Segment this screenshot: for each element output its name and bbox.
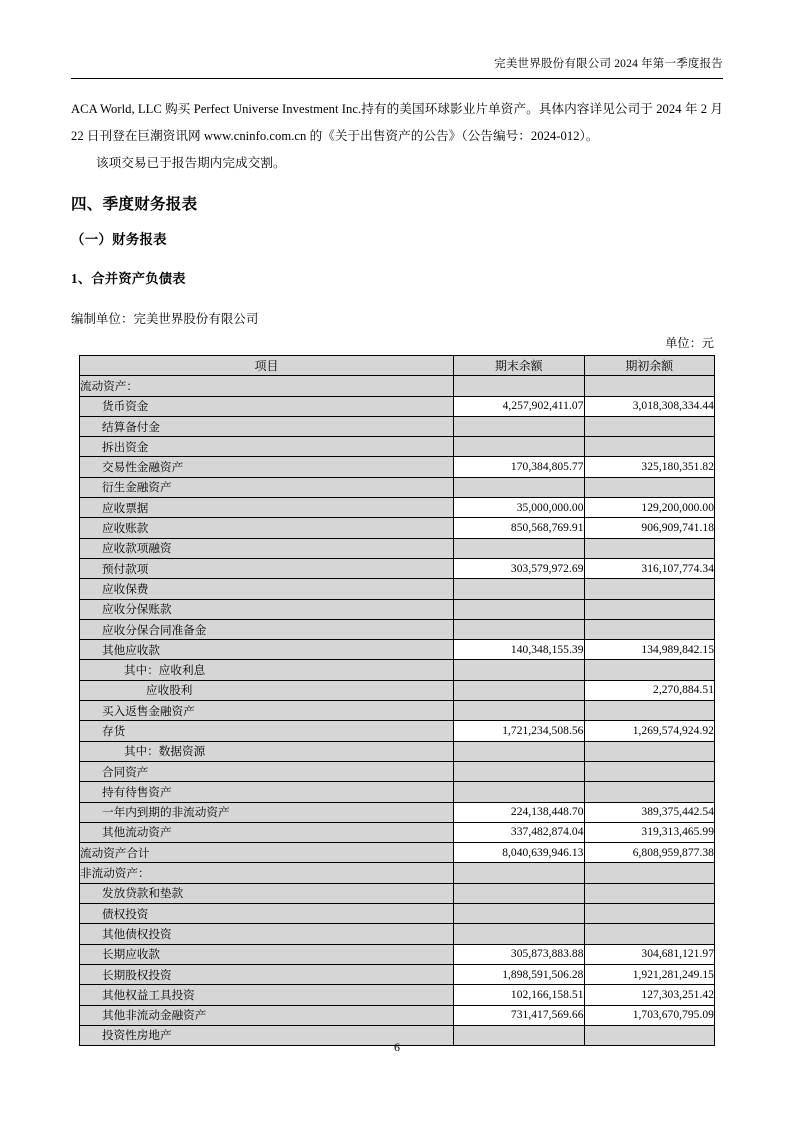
row-label: 长期股权投资 [80,964,454,984]
balance-sheet-table [79,355,715,1046]
cell-ending-balance [454,761,585,781]
row-label: 非流动资产： [80,863,454,883]
cell-ending-balance [454,782,585,802]
row-label: 衍生金融资产 [80,477,454,497]
cell-beginning-balance: 316,107,774.34 [584,558,715,578]
cell-beginning-balance [584,904,715,924]
row-label: 应收账款 [80,518,454,538]
table-row [80,619,715,639]
table-row [80,944,715,964]
cell-ending-balance: 1,721,234,508.56 [454,721,585,741]
cell-ending-balance [454,579,585,599]
cell-beginning-balance: 389,375,442.54 [584,802,715,822]
cell-beginning-balance [584,660,715,680]
cell-ending-balance: 102,166,158.51 [454,985,585,1005]
row-label: 买入返售金融资产 [80,701,454,721]
cell-beginning-balance: 129,200,000.00 [584,498,715,518]
cell-ending-balance [454,538,585,558]
row-label: 拆出资金 [80,437,454,457]
row-label: 流动资产： [80,376,454,396]
row-label: 债权投资 [80,904,454,924]
table-row [80,599,715,619]
table-row [80,396,715,416]
cell-ending-balance: 140,348,155.39 [454,640,585,660]
cell-beginning-balance [584,924,715,944]
cell-ending-balance: 305,873,883.88 [454,944,585,964]
row-label: 合同资产 [80,761,454,781]
cell-ending-balance [454,924,585,944]
row-label: 其中：应收利息 [80,660,454,680]
cell-ending-balance: 35,000,000.00 [454,498,585,518]
row-label: 应收分保账款 [80,599,454,619]
cell-ending-balance [454,477,585,497]
table-row [80,822,715,842]
cell-ending-balance: 850,568,769.91 [454,518,585,538]
cell-beginning-balance [584,477,715,497]
row-label: 其他债权投资 [80,924,454,944]
table-row [80,883,715,903]
cell-beginning-balance: 127,303,251.42 [584,985,715,1005]
table-row [80,721,715,741]
cell-beginning-balance: 304,681,121.97 [584,944,715,964]
row-label: 预付款项 [80,558,454,578]
table-row [80,416,715,436]
cell-beginning-balance [584,599,715,619]
heading-quarterly-financial-statements: 四、季度财务报表 [71,196,198,213]
row-label: 持有待售资产 [80,782,454,802]
paragraph-asset-purchase: ACA World, LLC 购买 Perfect Universe Investment Inc.持有的美国环球影业片单资产。具体内容详见公司于 2024 年 2 月 22 日刊登在巨潮资讯网 www.cninfo.com.cn 的《关于出售资产的公告》（公告编号：2024-012）。 [71,102,723,143]
cell-ending-balance: 337,482,874.04 [454,822,585,842]
cell-ending-balance [454,660,585,680]
table-row [80,924,715,944]
cell-beginning-balance [584,538,715,558]
cell-beginning-balance [584,619,715,639]
heading-financial-statements: （一）财务报表 [71,232,167,247]
cell-ending-balance [454,741,585,761]
cell-beginning-balance [584,437,715,457]
cell-ending-balance [454,599,585,619]
row-label: 一年内到期的非流动资产 [80,802,454,822]
cell-beginning-balance: 134,989,842.15 [584,640,715,660]
row-label: 其他权益工具投资 [80,985,454,1005]
table-row [80,538,715,558]
table-row [80,863,715,883]
cell-beginning-balance [584,701,715,721]
page-number: 6 [394,1040,400,1054]
row-label: 应收保费 [80,579,454,599]
table-row [80,1005,715,1025]
table-row [80,904,715,924]
cell-beginning-balance: 1,921,281,249.15 [584,964,715,984]
table-row [80,518,715,538]
cell-ending-balance: 4,257,902,411.07 [454,396,585,416]
table-row [80,802,715,822]
row-label: 货币资金 [80,396,454,416]
table-row [80,558,715,578]
column-header-beginning-balance: 期初余额 [584,356,715,376]
cell-beginning-balance: 3,018,308,334.44 [584,396,715,416]
header-rule [71,78,723,79]
table-header-row [80,356,715,376]
cell-ending-balance: 731,417,569.66 [454,1005,585,1025]
table-row [80,477,715,497]
row-label: 其他非流动金融资产 [80,1005,454,1025]
cell-ending-balance [454,416,585,436]
table-row [80,660,715,680]
row-label: 存货 [80,721,454,741]
row-label: 其中：数据资源 [80,741,454,761]
table-row [80,964,715,984]
balance-sheet-table-body [80,376,715,1046]
table-row [80,579,715,599]
cell-beginning-balance: 1,269,574,924.92 [584,721,715,741]
cell-beginning-balance [584,761,715,781]
cell-beginning-balance: 6,808,959,877.38 [584,843,715,863]
cell-beginning-balance [584,883,715,903]
table-row [80,640,715,660]
row-label: 应收票据 [80,498,454,518]
cell-ending-balance [454,619,585,639]
cell-beginning-balance: 319,313,465.99 [584,822,715,842]
row-label: 应收股利 [80,680,454,700]
row-label: 长期应收款 [80,944,454,964]
paragraph-transaction-completed: 该项交易已于报告期内完成交割。 [96,156,286,170]
cell-ending-balance: 170,384,805.77 [454,457,585,477]
table-row [80,680,715,700]
cell-beginning-balance [584,416,715,436]
row-label: 发放贷款和垫款 [80,883,454,903]
cell-ending-balance [454,904,585,924]
cell-ending-balance: 303,579,972.69 [454,558,585,578]
balance-sheet-table-wrapper [79,355,714,1046]
cell-beginning-balance [584,376,715,396]
cell-beginning-balance: 2,270,884.51 [584,680,715,700]
cell-ending-balance: 8,040,639,946.13 [454,843,585,863]
cell-ending-balance [454,680,585,700]
running-header: 完美世界股份有限公司 2024 年第一季度报告 [494,58,723,70]
cell-ending-balance [454,863,585,883]
row-label: 交易性金融资产 [80,457,454,477]
currency-unit-note: 单位：元 [665,336,714,350]
cell-beginning-balance: 325,180,351.82 [584,457,715,477]
cell-beginning-balance: 1,703,670,795.09 [584,1005,715,1025]
table-row [80,498,715,518]
row-label: 其他流动资产 [80,822,454,842]
cell-ending-balance: 224,138,448.70 [454,802,585,822]
table-row [80,985,715,1005]
row-label: 应收分保合同准备金 [80,619,454,639]
cell-ending-balance [454,376,585,396]
cell-beginning-balance [584,579,715,599]
cell-beginning-balance: 906,909,741.18 [584,518,715,538]
column-header-ending-balance: 期末余额 [454,356,585,376]
table-row [80,761,715,781]
cell-beginning-balance [584,741,715,761]
column-header-item: 项目 [80,356,454,376]
table-row [80,457,715,477]
cell-ending-balance [454,883,585,903]
cell-ending-balance: 1,898,591,506.28 [454,964,585,984]
table-row [80,741,715,761]
cell-ending-balance [454,437,585,457]
table-row [80,782,715,802]
table-row [80,437,715,457]
row-label: 结算备付金 [80,416,454,436]
row-label: 流动资产合计 [80,843,454,863]
table-row [80,701,715,721]
preparing-entity: 编制单位：完美世界股份有限公司 [71,312,259,326]
cell-beginning-balance [584,863,715,883]
row-label: 应收款项融资 [80,538,454,558]
row-label: 其他应收款 [80,640,454,660]
cell-ending-balance [454,701,585,721]
table-row [80,843,715,863]
body-text-block [71,96,723,177]
cell-beginning-balance [584,782,715,802]
row-label: 投资性房地产 [80,1025,454,1045]
table-row [80,376,715,396]
heading-consolidated-balance-sheet: 1、合并资产负债表 [71,271,186,286]
